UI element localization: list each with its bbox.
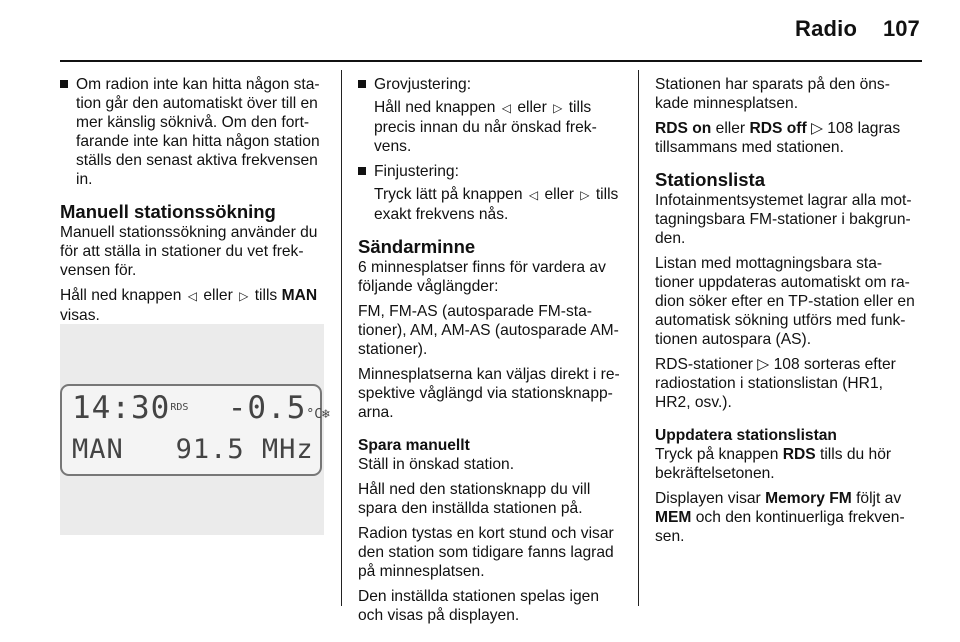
seek-left-icon: ◁ — [528, 188, 539, 202]
bold-term: RDS on — [655, 120, 712, 137]
page-reference: ▷ 108 — [757, 356, 800, 373]
text: Tryck lätt på knappen — [374, 186, 523, 203]
page-header — [0, 0, 960, 60]
bold-term: RDS off — [749, 120, 807, 137]
text: eller — [203, 287, 233, 304]
text: eller — [715, 120, 746, 137]
outside-temperature: -0.5 — [227, 390, 307, 426]
text: visas. — [60, 307, 100, 324]
paragraph: 6 minnesplatser finns för vardera av följande våglängder: — [358, 259, 606, 295]
text: RDS-stationer — [655, 356, 753, 373]
subheading-save-manually: Spara manuellt — [358, 437, 470, 454]
paragraph: Den inställda stationen spelas igen och visas på displayen. — [358, 588, 599, 624]
paragraph — [655, 445, 921, 483]
display-frequency: 91.5 MHz — [175, 434, 314, 465]
paragraph — [655, 489, 921, 546]
bold-term: Memory FM — [765, 490, 852, 507]
paragraph: FM, FM-AS (autosparade FM-sta-tioner), AM, AM-AS (autosparade AM-stationer). — [358, 303, 619, 358]
paragraph: Minnesplatserna kan väljas direkt i re-spektive våglängd via stationsknapp-arna. — [358, 366, 620, 421]
text: och den kontinuerliga frekven-sen. — [655, 509, 905, 545]
bullet-square-icon — [358, 167, 366, 175]
text: eller — [544, 186, 574, 203]
seek-left-icon: ◁ — [501, 101, 511, 115]
column-2 — [358, 75, 623, 631]
page-number: 107 — [883, 16, 920, 41]
text: lagras tillsammans med stationen. — [655, 120, 901, 156]
seek-right-icon: ▷ — [580, 188, 590, 202]
temperature-unit: °C — [306, 407, 323, 422]
bullet-body — [374, 98, 623, 156]
bold-term: RDS — [782, 446, 816, 463]
subheading-update-station-list: Uppdatera stationslistan — [655, 427, 837, 444]
text: Displayen visar — [655, 490, 761, 507]
heading-station-list: Stationslista — [655, 169, 765, 190]
paragraph: Ställ in önskad station. — [358, 456, 515, 473]
bullet-item — [358, 75, 623, 156]
bullet-title: Finjustering: — [374, 163, 459, 180]
bullet-body — [374, 185, 623, 224]
text: följt av — [856, 490, 902, 507]
paragraph: Håll ned den stationsknapp du vill spara den inställda stationen på. — [358, 481, 591, 517]
text: sorteras efter radiostation i stationslistan (HR1, HR2, osv.). — [655, 356, 896, 411]
bullet-square-icon — [60, 80, 68, 88]
radio-display — [60, 384, 330, 476]
display-figure — [60, 324, 330, 535]
paragraph: Manuell stationssökning använder du för att ställa in stationer du vet frek-vensen för. — [60, 224, 318, 279]
bullet-text: Om radion inte kan hitta någon sta-tion går den automatiskt över till en mer känslig söknivå. Om den fort-farande inte kan hitta någon station ställs den senast aktiva frekvensen in. — [76, 76, 320, 188]
paragraph — [655, 355, 921, 412]
column-3 — [655, 75, 921, 552]
heading-manual-search: Manuell stationssökning — [60, 201, 276, 222]
bullet-square-icon — [358, 80, 366, 88]
paragraph: Listan med mottagningsbara sta-tioner uppdateras automatiskt om ra-dion söker efter en TP-station eller en automatisk sökning utförs med funk-tionen autospara (AS). — [655, 255, 915, 348]
heading-preset-memory: Sändarminne — [358, 236, 476, 257]
paragraph: Stationen har sparats på den öns-kade minnesplatsen. — [655, 76, 890, 112]
text: Håll ned knappen — [374, 99, 496, 116]
text: tills exakt frekvens nås. — [374, 186, 619, 223]
text: Tryck på knappen — [655, 446, 779, 463]
column-divider — [638, 70, 639, 606]
column-divider — [341, 70, 342, 606]
section-title: Radio — [795, 16, 858, 41]
header-rule — [60, 60, 922, 62]
rds-indicator: RDS — [170, 402, 189, 413]
text: Håll ned knappen — [60, 287, 182, 304]
display-mode: MAN — [72, 434, 124, 465]
bullet-item — [358, 162, 623, 224]
text: tills — [254, 287, 278, 304]
clock-time: 14:30 — [72, 390, 171, 426]
seek-left-icon: ◁ — [187, 289, 197, 303]
display-row-bottom — [72, 434, 314, 466]
display-row-top — [72, 390, 330, 433]
text: eller — [517, 99, 547, 116]
bullet-item — [60, 75, 324, 189]
snowflake-icon: ❄ — [322, 407, 330, 422]
bold-term: MAN — [281, 287, 318, 304]
text: tills du hör bekräftelsetonen. — [655, 446, 892, 482]
bullet-title: Grovjustering: — [374, 76, 472, 93]
paragraph — [655, 119, 921, 157]
column-1 — [60, 75, 324, 331]
paragraph: Infotainmentsystemet lagrar alla mot-tagningsbara FM-stationer i bakgrun-den. — [655, 192, 912, 247]
bold-term: MEM — [655, 509, 692, 526]
seek-right-icon: ▷ — [239, 289, 249, 303]
paragraph: Radion tystas en kort stund och visar den station som tidigare fanns lagrad på minnesplatsen. — [358, 525, 614, 580]
paragraph — [60, 286, 324, 325]
page-reference: ▷ 108 — [810, 120, 854, 137]
seek-right-icon: ▷ — [553, 101, 563, 115]
text: tills precis innan du når önskad frek-vens. — [374, 99, 597, 155]
